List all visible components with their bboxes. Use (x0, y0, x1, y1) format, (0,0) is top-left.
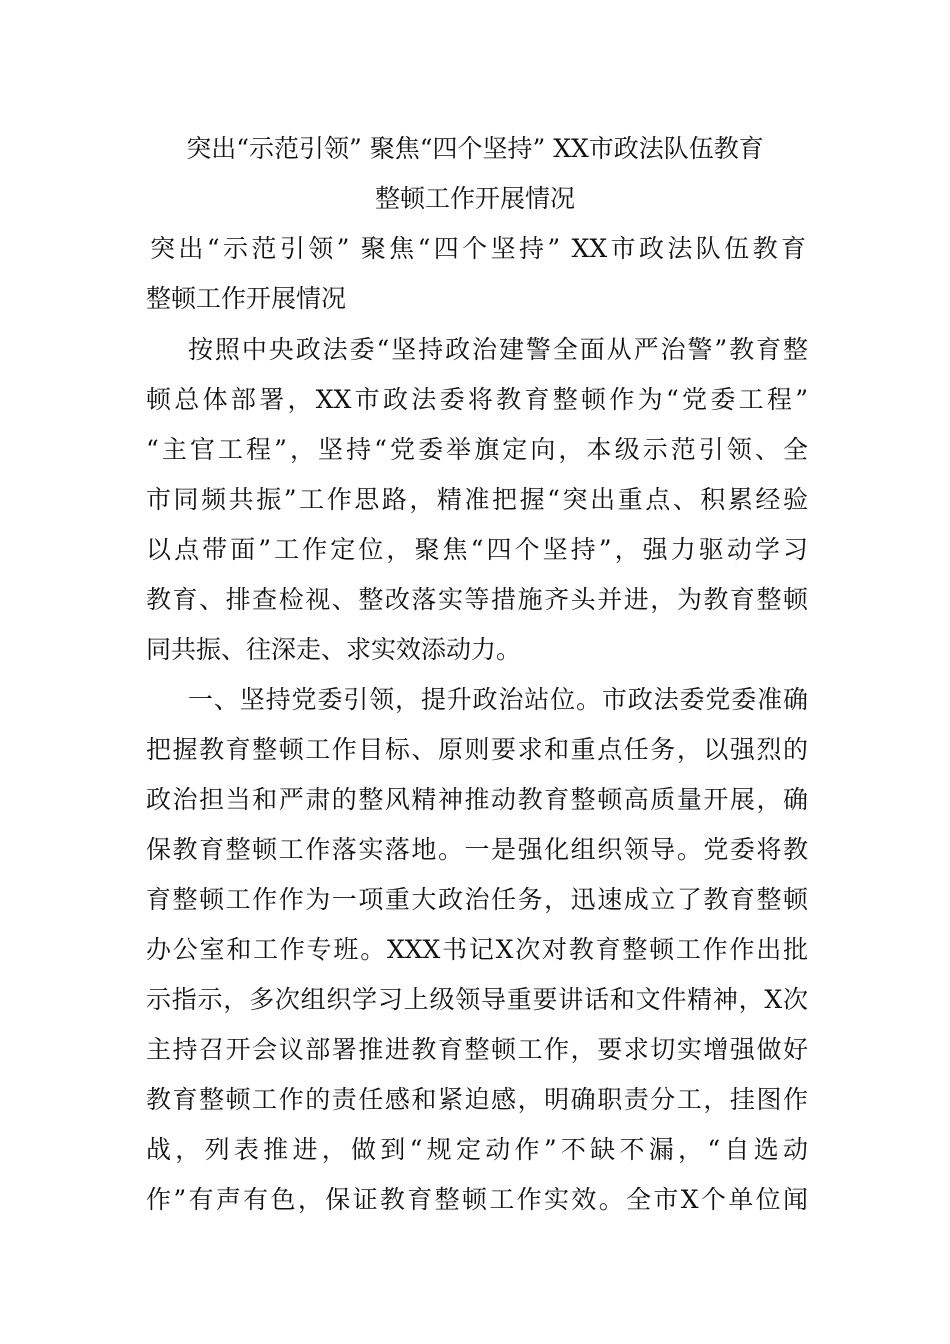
paragraph-line: 同共振、往深走、求实效添动力。 (146, 635, 522, 664)
paragraph-line: 保教育整顿工作落实落地。一是强化组织领导。党委将教 (146, 835, 808, 864)
paragraph-line: 战，列表推进，做到“规定动作”不缺不漏，“自选动 (146, 1135, 808, 1164)
document-heading-line-2: 整顿工作开展情况 (146, 284, 347, 313)
paragraph-line: 办公室和工作专班。XXX书记X次对教育整顿工作作出批 (146, 935, 808, 964)
paragraph-line: 主持召开会议部署推进教育整顿工作，要求切实增强做好 (146, 1035, 808, 1064)
paragraph-line: “主官工程”，坚持“党委举旗定向，本级示范引领、全 (146, 435, 808, 464)
paragraph-line: 示指示，多次组织学习上级领导重要讲话和文件精神，X次 (146, 985, 808, 1014)
paragraph-line: 以点带面”工作定位，聚焦“四个坚持”，强力驱动学习 (146, 535, 808, 564)
paragraph-section-one (146, 675, 808, 1225)
paragraph-line: 育整顿工作作为一项重大政治任务，迅速成立了教育整顿 (146, 885, 808, 914)
paragraph-line: 一、坚持党委引领，提升政治站位。市政法委党委准确 (188, 685, 808, 714)
paragraph-line: 教育整顿工作的责任感和紧迫感，明确职责分工，挂图作 (146, 1085, 808, 1114)
document-title-line-2: 整顿工作开展情况 (374, 184, 575, 213)
paragraph-line: 市同频共振”工作思路，精准把握“突出重点、积累经验 (146, 485, 808, 514)
paragraph-line: 政治担当和严肃的整风精神推动教育整顿高质量开展，确 (146, 785, 808, 814)
paragraph-line: 教育、排查检视、整改落实等措施齐头并进，为教育整顿 (146, 585, 808, 614)
paragraph-line: 把握教育整顿工作目标、原则要求和重点任务，以强烈的 (146, 735, 808, 764)
paragraph-line: 作”有声有色，保证教育整顿工作实效。全市X个单位闻 (146, 1185, 808, 1214)
document-title-line-1: 突出“示范引领” 聚焦“四个坚持” XX市政法队伍教育 (186, 134, 764, 163)
paragraph-line: 顿总体部署，XX市政法委将教育整顿作为“党委工程” (146, 385, 808, 414)
document-heading-line-1: 突出“示范引领” 聚焦“四个坚持” XX市政法队伍教育 (150, 234, 806, 263)
paragraph-intro (146, 325, 808, 675)
paragraph-line: 按照中央政法委“坚持政治建警全面从严治警”教育整 (188, 335, 808, 364)
